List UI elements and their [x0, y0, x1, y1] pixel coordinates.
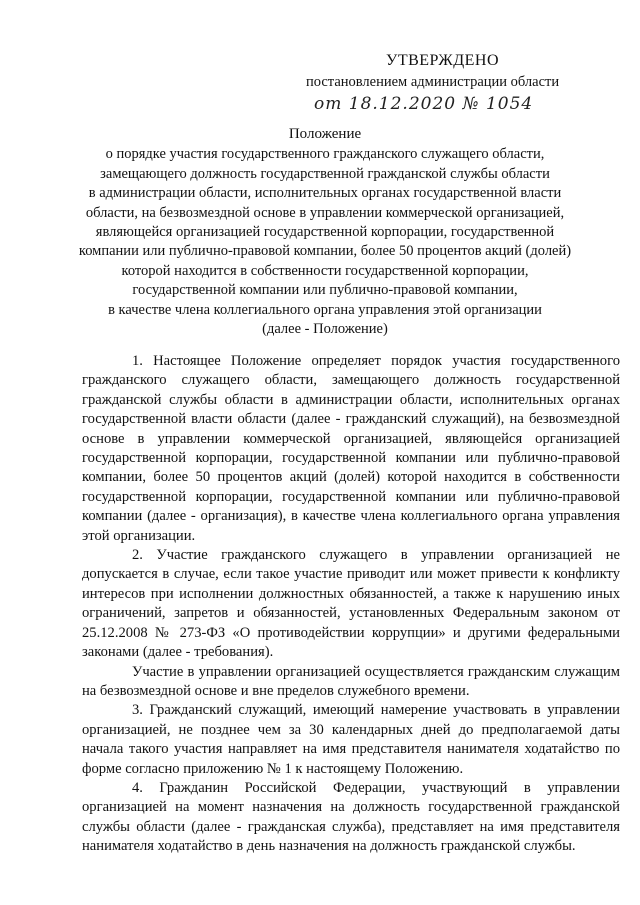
paragraph-4: 4. Гражданин Российской Федерации, участвующий в управлении организацией на момент назначения на должность государственной гражданской службы области (далее - гражданская служба), представляет на имя представителя нанимателя ходатайство в день назначения на должность гражданской службы. [82, 779, 620, 855]
title-line: являющейся организацией государственной корпорации, государственной [95, 224, 555, 241]
title-line: в качестве члена коллегиального органа управления этой организации [108, 301, 542, 318]
title-line: государственной компании или публично-правовой компании, [132, 282, 518, 299]
handwritten-date-number: от 18.12.2020 № 1054 [314, 94, 534, 114]
title-line: компании или публично-правовой компании, более 50 процентов акций (долей) [78, 243, 572, 260]
title-heading: Положение [288, 126, 362, 142]
document-body [82, 352, 620, 857]
title-line: которой находится в собственности государственной корпорации, [121, 262, 529, 279]
approved-by-line: постановлением администрации области [306, 74, 560, 90]
title-line: области, на безвозмездной основе в управлении коммерческой организацией, [85, 204, 565, 221]
title-line: замещающего должность государственной гражданской службы области [100, 165, 550, 182]
paragraph-2: 2. Участие гражданского служащего в управлении организацией не допускается в случае, если такое участие приводит или может привести к конфликту интересов при исполнении должностных обязанностей, а также к нарушению иных ограничений, запретов и обязанностей, установленных Федеральным законом от 25.12.2008 № 273-ФЗ «О противодействии коррупции» и другими федеральными законами (далее - требования). [82, 547, 620, 661]
document-title [40, 125, 610, 339]
title-line: (далее - Положение) [262, 321, 388, 338]
title-line: в администрации области, исполнительных органах государственной власти [88, 185, 562, 202]
paragraph-3: 3. Гражданский служащий, имеющий намерение участвовать в управлении организацией, не позднее чем за 30 календарных дней до предполагаемой даты начала такого участия направляет на имя представителя нанимателя ходатайство по форме согласно приложению № 1 к настоящему Положению. [82, 702, 620, 777]
paragraph-2-continuation: Участие в управлении организацией осуществляется гражданским служащим на безвозмездной основе и вне пределов служебного времени. [82, 663, 620, 699]
paragraph-1: 1. Настоящее Положение определяет порядок участия государственного гражданского служащего области, замещающего должность государственной гражданской службы области в администрации области, исполнительных органах государственной власти области (далее - гражданский служащий), на безвозмездной основе в управлении коммерческой организацией, являющейся организацией государственной корпорации, государственной компании или публично-правовой компании, более 50 процентов акций (долей) которой находится в собственности государственной корпорации, государственной компании или публично-правовой компании (далее - организация), в качестве члена коллегиального органа управления этой организации. [82, 353, 620, 544]
approved-word: УТВЕРЖДЕНО [386, 52, 500, 69]
title-line: о порядке участия государственного гражданского служащего области, [105, 146, 545, 163]
approval-stamp [300, 50, 600, 115]
